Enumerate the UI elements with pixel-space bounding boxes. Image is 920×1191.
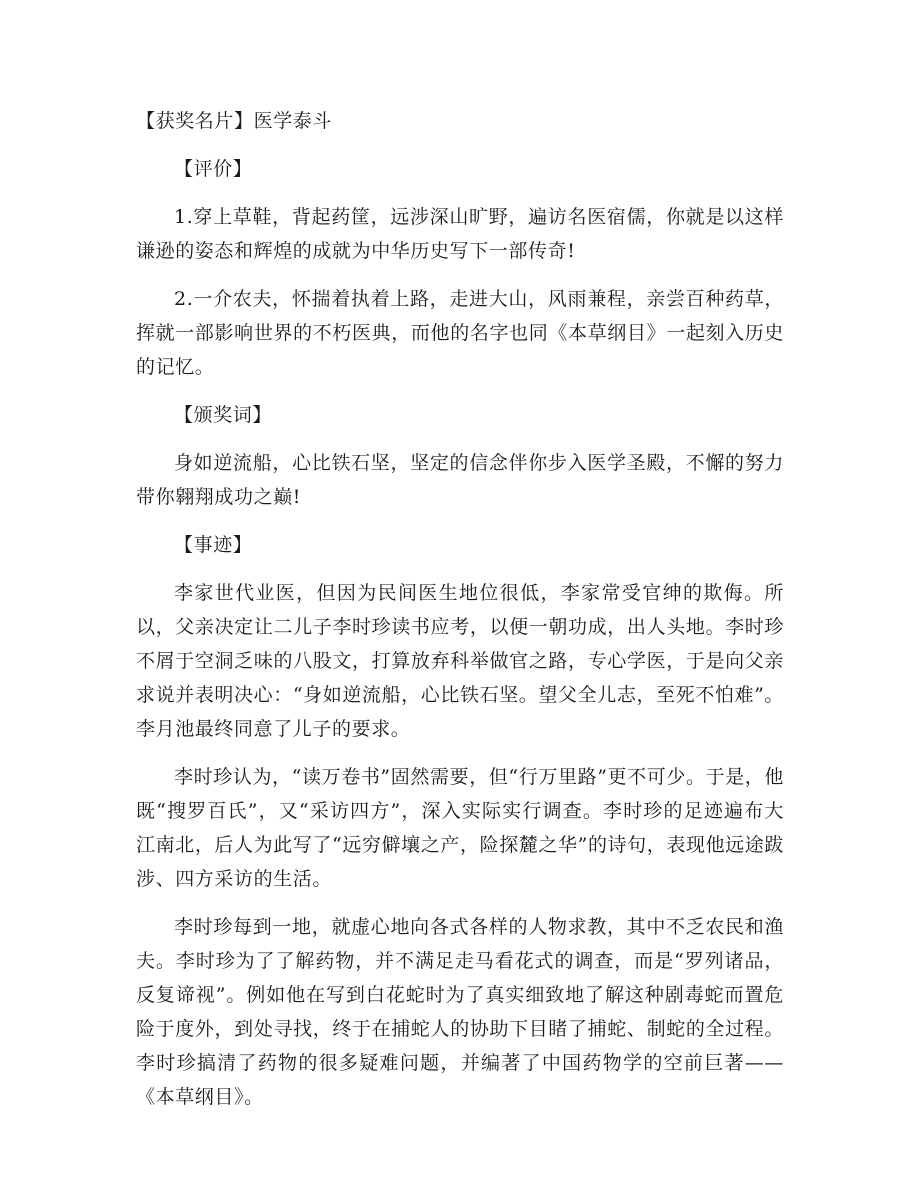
deeds-paragraph-1: 李家世代业医，但因为民间医生地位很低，李家常受官绅的欺侮。所以，父亲决定让二儿子李时珍读书应考，以便一朝功成，出人头地。李时珍不屑于空洞乏味的八股文，打算放弃科举做官之路，专心学医，于是向父亲求说并表明决心：“身如逆流船，心比铁石坚。望父全儿志，至死不怕难”。李月池最终同意了儿子的要求。 (136, 582, 784, 740)
evaluation-item-2: 2.一介农夫，怀揣着执着上路，走进大山，风雨兼程，亲尝百种药草，挥就一部影响世界的不朽医典，而他的名字也同《本草纲目》一起刻入历史的记忆。 (136, 288, 784, 378)
evaluation-item-1: 1.穿上草鞋，背起药筐，远涉深山旷野，遍访名医宿儒，你就是以这样谦逊的姿态和辉煌的成就为中华历史写下一部传奇! (136, 206, 784, 262)
award-speech-text: 身如逆流船，心比铁石坚，坚定的信念伴你步入医学圣殿，不懈的努力带你翱翔成功之巅! (136, 452, 784, 508)
evaluation-heading: 【评价】 (174, 158, 253, 180)
deeds-paragraph-2: 李时珍认为，“读万卷书”固然需要，但“行万里路”更不可少。于是，他既“搜罗百氏”，又“采访四方”，深入实际实行调查。李时珍的足迹遍布大江南北，后人为此写了“远穷僻壤之产，险探麓之华”的诗句，表现他远途跋涉、四方采访的生活。 (136, 766, 784, 890)
document-page (136, 104, 784, 1128)
award-title: 【获奖名片】医学泰斗 (136, 110, 333, 132)
award-speech-heading: 【颁奖词】 (174, 404, 273, 426)
deeds-paragraph-3: 李时珍每到一地，就虚心地向各式各样的人物求教，其中不乏农民和渔夫。李时珍为了了解药物，并不满足走马看花式的调查，而是“罗列诸品，反复谛视”。例如他在写到白花蛇时为了真实细致地了解这种剧毒蛇而置危险于度外，到处寻找，终于在捕蛇人的协助下目睹了捕蛇、制蛇的全过程。李时珍搞清了药物的很多疑难问题，并编著了中国药物学的空前巨著——《本草纲目》。 (136, 916, 784, 1108)
deeds-heading: 【事迹】 (174, 534, 253, 556)
